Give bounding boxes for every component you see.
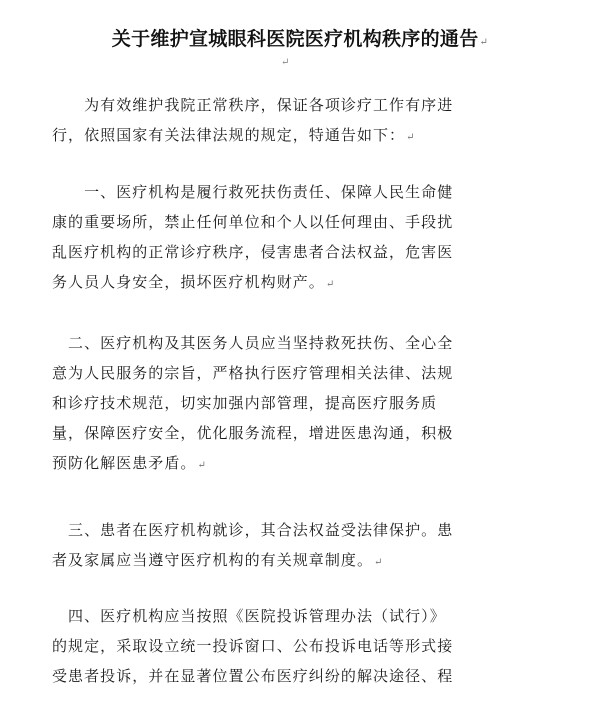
section-1-paragraph	[52, 177, 552, 297]
section-2-paragraph	[52, 328, 552, 478]
text-line: 和诊疗技术规范，切实加强内部管理，提高医疗服务质	[52, 394, 438, 412]
text-line: 三、患者在医疗机构就诊，其合法权益受法律保护。患	[52, 521, 454, 539]
intro-paragraph	[52, 90, 552, 150]
section-3-paragraph	[52, 515, 552, 575]
text-line: 为有效维护我院正常秩序，保证各项诊疗工作有序进	[52, 96, 454, 114]
paragraph-mark-icon: ↵	[479, 37, 489, 48]
text-line: 量，保障医疗安全，优化服务流程，增进医患沟通，积极	[52, 424, 454, 442]
text-line: 康的重要场所，禁止任何单位和个人以任何理由、手段扰	[52, 213, 454, 231]
text-line: 意为人民服务的宗旨，严格执行医疗管理相关法律、法规	[52, 364, 454, 382]
text-line: 行，依照国家有关法律法规的规定，特通告如下：↵	[52, 126, 416, 144]
text-line: 一、医疗机构是履行救死扶伤责任、保障人民生命健	[52, 183, 454, 201]
text-line: 四、医疗机构应当按照《医院投诉管理办法（试行）》	[52, 607, 446, 625]
paragraph-mark-icon: ↵	[197, 460, 207, 471]
section-4-paragraph	[52, 601, 552, 691]
text-line: 二、医疗机构及其医务人员应当坚持救死扶伤、全心全	[52, 334, 454, 352]
text-line: 务人员人身安全，损坏医疗机构财产。↵	[52, 273, 336, 291]
text-line: 受患者投诉，并在显著位置公布医疗纠纷的解决途径、程	[52, 667, 454, 685]
document-title	[40, 24, 560, 51]
paragraph-mark-icon: ↵	[281, 57, 290, 68]
document-title-text: 关于维护宣城眼科医院医疗机构秩序的通告	[111, 28, 479, 50]
paragraph-mark-icon: ↵	[374, 557, 384, 568]
paragraph-mark-icon: ↵	[325, 279, 336, 290]
paragraph-mark-icon: ↵	[406, 132, 416, 143]
text-line: 者及家属应当遵守医疗机构的有关规章制度。↵	[52, 551, 384, 569]
text-line: 乱医疗机构的正常诊疗秩序，侵害患者合法权益，危害医	[52, 243, 454, 261]
text-line: 的规定，采取设立统一投诉窗口、公布投诉电话等形式接	[52, 637, 454, 655]
text-line: 预防化解医患矛盾。↵	[52, 454, 207, 472]
